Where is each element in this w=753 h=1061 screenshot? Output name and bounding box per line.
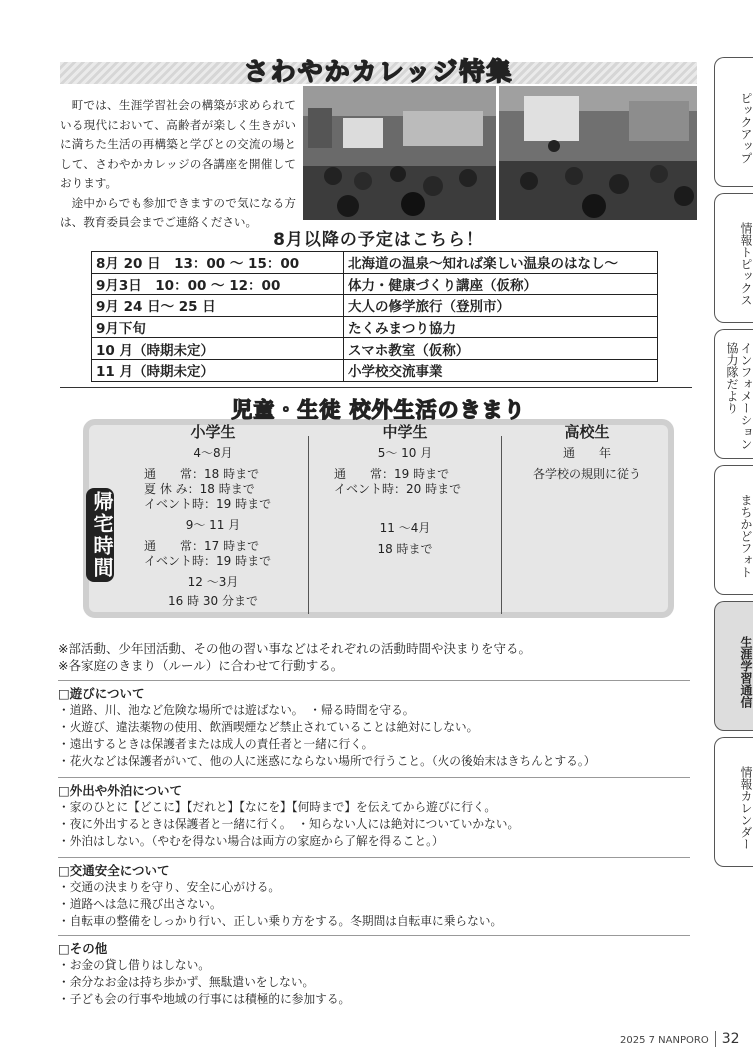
schedule-date: 8月 20 日 13：00 ～ 15：00 [92,252,344,274]
tab-photo[interactable]: まちかどフォト [714,465,753,595]
section-item: ・火遊び、違法薬物の使用、飲酒喫煙など禁止されていることは絶対にしない。 [58,720,479,734]
section-item: ・遠出するときは保護者または成人の責任者と一緒に行く。 [58,737,374,751]
rules-title: 児童・生徒 校外生活のきまり [231,398,526,422]
elementary-period-3-line: 16 時 30 分まで [168,594,258,608]
tab-lifelong-learning[interactable]: 生涯学習通信 [714,601,753,731]
intro-text [60,96,296,233]
notes [58,640,531,674]
schedule-row [92,252,658,274]
elementary-period-1-lines [120,467,306,512]
section-item: ・余分なお金は持ち歩かず、無駄遣いをしない。 [58,975,315,989]
elementary-line: 通 常：17 時まで [144,539,260,553]
elementary-head: 小学生 [190,423,236,441]
schedule-date: 9月 24 日～ 25 日 [92,295,344,317]
section-other [58,940,698,1008]
section-title: □外出や外泊について [58,783,183,798]
section-outing [58,782,698,850]
section-item: ・花火などは保護者がいて、他の人に迷惑にならない場所で行うこと。（火の後始末はきちんとする。） [58,754,596,768]
schedule-event: 小学校交流事業 [344,359,658,381]
elementary-column [120,425,306,609]
footer [620,1031,740,1047]
junior-head: 中学生 [382,423,428,441]
tab-calendar[interactable]: 情報カレンダー [714,737,753,867]
high-line: 各学校の規則に従う [532,467,641,481]
junior-period-2-line: 18 時まで [377,542,433,556]
lecture-photo-2 [499,86,697,220]
section-separator [58,680,690,681]
schedule-row [92,273,658,295]
section-title: □その他 [58,941,108,956]
elementary-period-2: 9～ 11 月 [185,518,241,532]
section-item: ・外泊はしない。（やむを得ない場合は両方の家庭から了解を得ること。） [58,834,444,848]
schedule-date: 9月下旬 [92,316,344,338]
column-divider [501,436,502,614]
section-item: ・道路、川、池など危険な場所では遊ばない。 ・帰る時間を守る。 [58,703,415,717]
section-separator [58,935,690,936]
note-line: ※各家庭のきまり（ルール）に合わせて行動する。 [58,658,344,673]
elementary-period-3: 12 ～3月 [187,575,239,589]
section-item: ・道路へは急に飛び出さない。 [58,897,222,911]
elementary-line: イベント時：19 時まで [144,497,272,511]
schedule-row [92,338,658,360]
tab-pickup[interactable]: ピックアップ [714,57,753,187]
section-item: ・お金の貸し借りはしない。 [58,958,210,972]
schedule-row [92,295,658,317]
high-column [503,425,671,482]
intro-paragraph-2: 途中からでも参加できますので気になる方は、教育委員会までご連絡ください。 [60,195,296,229]
page-title: さわやかカレッジ特集 [243,57,514,86]
schedule-title: 8月以降の予定はこちら！ [273,230,484,250]
section-item: ・子ども会の行事や地域の行事には積極的に参加する。 [58,992,351,1006]
elementary-period-1: 4～8月 [193,446,233,460]
junior-line: イベント時：20 時まで [334,482,462,496]
schedule-event: 体力・健康づくり講座（仮称） [344,273,658,295]
lecture-photo-1 [303,86,496,220]
section-item: ・夜に外出するときは保護者と一緒に行く。 ・知らない人には絶対についていかない。 [58,817,520,831]
junior-column [310,425,500,557]
elementary-line: 通 常：18 時まで [144,467,260,481]
junior-period-1: 5～ 10 月 [377,446,433,460]
high-head: 高校生 [564,423,610,441]
elementary-period-2-lines [120,539,306,569]
column-divider [308,436,309,614]
schedule-row [92,316,658,338]
return-time-label: 帰宅時間 [86,488,114,582]
schedule-event: たくみまつり協力 [344,316,658,338]
junior-period-2: 11 ～4月 [379,521,431,535]
schedule-date: 11 月（時期未定） [92,359,344,381]
schedule-row [92,359,658,381]
junior-period-1-lines [310,467,500,497]
intro-paragraph-1: 町では、生涯学習社会の構築が求められている現代において、高齢者が楽しく生きがいに満ちた生活の再構築と学びとの交流の場として、さわやかカレッジの各講座を開催しております。 [60,98,296,190]
header-banner [60,52,697,90]
schedule-event: 北海道の温泉～知れば楽しい温泉のはなし～ [344,252,658,274]
tab-topics[interactable]: 情報トピックス [714,193,753,323]
section-play [58,685,698,770]
section-item: ・自転車の整備をしっかり行い、正しい乗り方をする。冬期間は自転車に乗らない。 [58,914,503,928]
schedule-event: スマホ教室（仮称） [344,338,658,360]
schedule-table [91,251,658,382]
high-period: 通 年 [562,446,611,460]
note-line: ※部活動、少年団活動、その他の習い事などはそれぞれの活動時間や決まりを守る。 [58,641,531,656]
elementary-line: 夏 休 み：18 時まで [144,482,255,496]
schedule-date: 10 月（時期未定） [92,338,344,360]
schedule-date: 9月3日 10：00 ～ 12：00 [92,273,344,295]
section-traffic [58,862,698,930]
section-separator [58,857,690,858]
elementary-line: イベント時：19 時まで [144,554,272,568]
schedule-event: 大人の修学旅行（登別市） [344,295,658,317]
issue-label: 2025 7 NANPORO [620,1035,709,1046]
section-item: ・交通の決まりを守り、安全に心がける。 [58,880,281,894]
page-number: 32 [715,1031,740,1047]
section-item: ・家のひとに【どこに】【だれと】【なにを】【何時まで】を伝えてから遊びに行く。 [58,800,497,814]
section-title: □遊びについて [58,686,145,701]
junior-line: 通 常：19 時まで [334,467,450,481]
tab-information[interactable]: インフォメーション協力隊だより [714,329,753,459]
section-separator [58,777,690,778]
section-title: □交通安全について [58,863,170,878]
section-divider [60,387,692,388]
